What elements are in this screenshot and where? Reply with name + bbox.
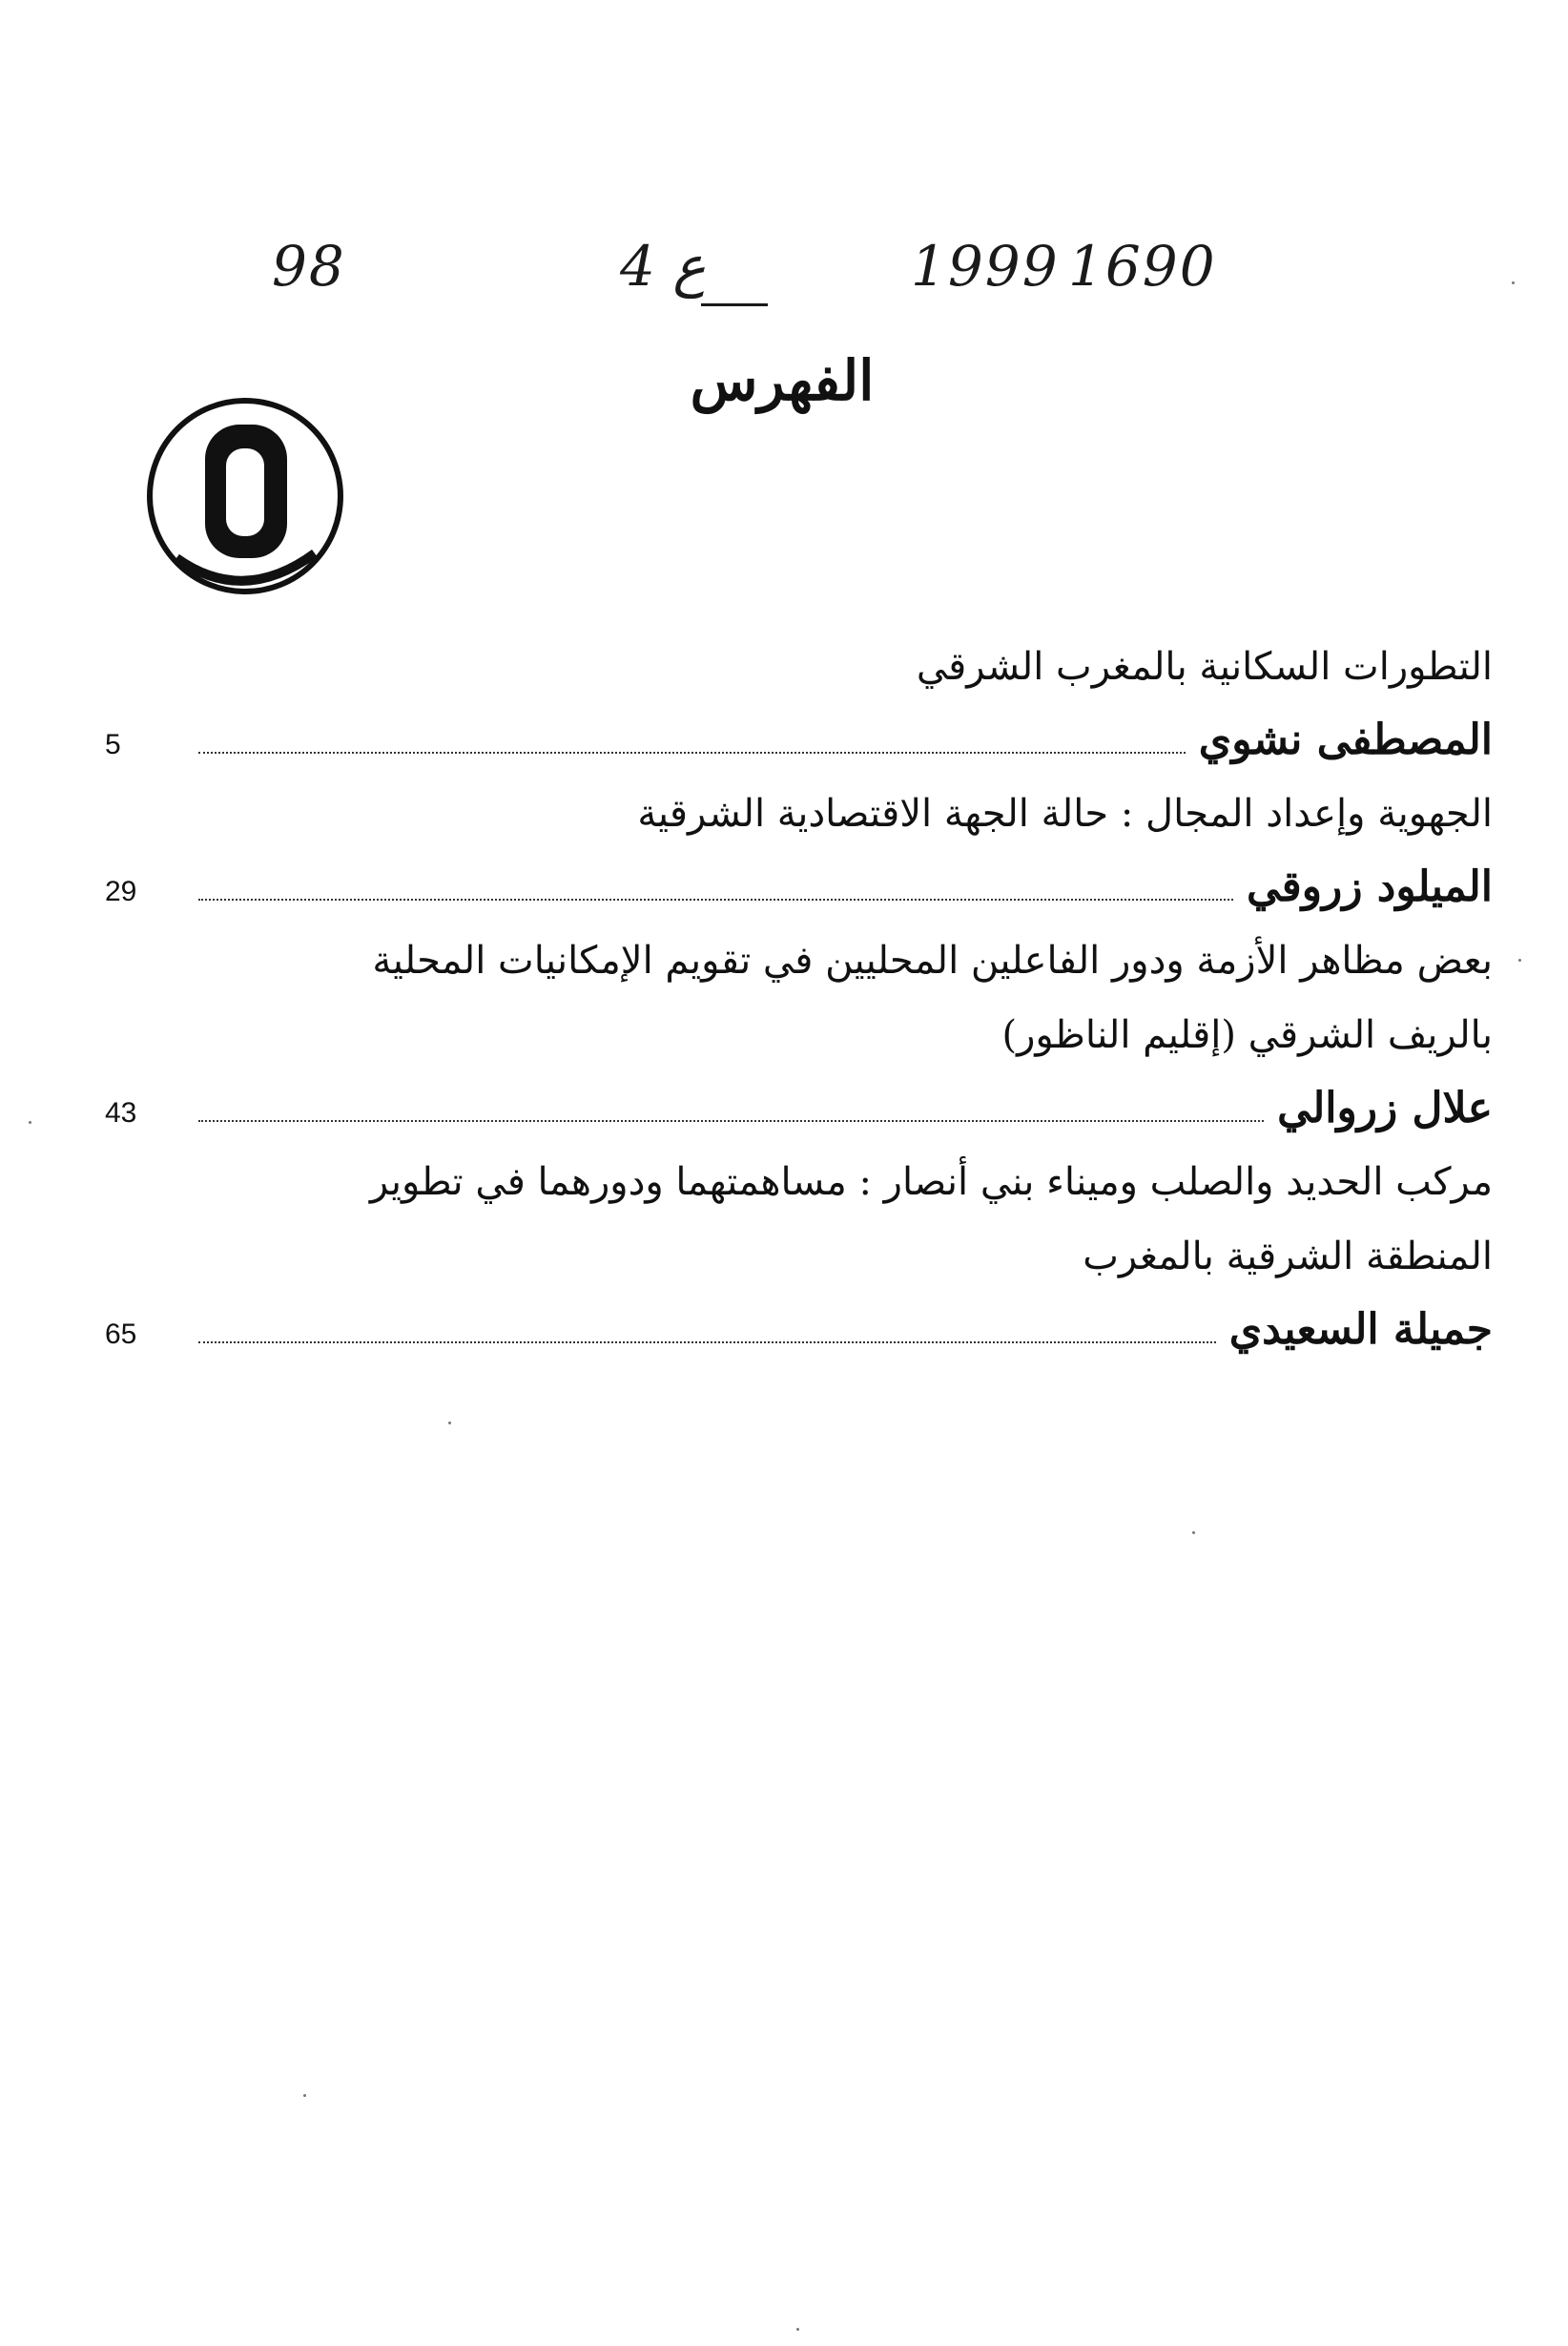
author-row	[105, 1072, 1502, 1145]
handwritten-number-2: 98	[272, 234, 346, 299]
page-number: 29	[105, 876, 137, 907]
page-number: 5	[105, 729, 121, 760]
toc-entry	[105, 630, 1502, 777]
author-row	[105, 1294, 1502, 1366]
d-stamp-icon	[138, 391, 353, 606]
article-title-line-2: بالريف الشرقي (إقليم الناظور)	[1001, 1013, 1493, 1057]
page-number: 43	[105, 1097, 137, 1129]
dot-leader	[198, 752, 1186, 754]
handwritten-number-1: 1690	[1068, 234, 1217, 299]
page-number: 65	[105, 1318, 137, 1350]
article-title: التطورات السكانية بالمغرب الشرقي	[916, 645, 1493, 689]
dot-leader	[198, 1341, 1216, 1343]
author-name: علال زروالي	[1277, 1084, 1493, 1132]
handwritten-issue: ع 4	[620, 234, 706, 299]
handwritten-year: 1999	[911, 234, 1060, 299]
toc-entry	[105, 1145, 1502, 1366]
handwritten-underline	[701, 303, 768, 306]
article-title-line-1: بعض مظاهر الأزمة ودور الفاعلين المحليين في تقويم الإمكانيات المحلية	[372, 939, 1493, 983]
table-of-contents	[105, 630, 1502, 1366]
article-title-line-2: المنطقة الشرقية بالمغرب	[1083, 1235, 1493, 1278]
dot-leader	[198, 899, 1233, 901]
author-row	[105, 851, 1502, 924]
author-row	[105, 704, 1502, 777]
toc-entry	[105, 777, 1502, 924]
dot-leader	[198, 1120, 1264, 1122]
author-name: المصطفى نشوي	[1198, 716, 1493, 764]
author-name: الميلود زروقي	[1246, 862, 1493, 911]
article-title-line-1: مركب الحديد والصلب وميناء بني أنصار : مساهمتهما ودورهما في تطوير	[369, 1160, 1493, 1204]
toc-entry	[105, 924, 1502, 1145]
article-title: الجهوية وإعداد المجال : حالة الجهة الاقتصادية الشرقية	[637, 792, 1493, 836]
page-title: الفهرس	[690, 348, 875, 413]
author-name: جميلة السعيدي	[1228, 1305, 1493, 1354]
